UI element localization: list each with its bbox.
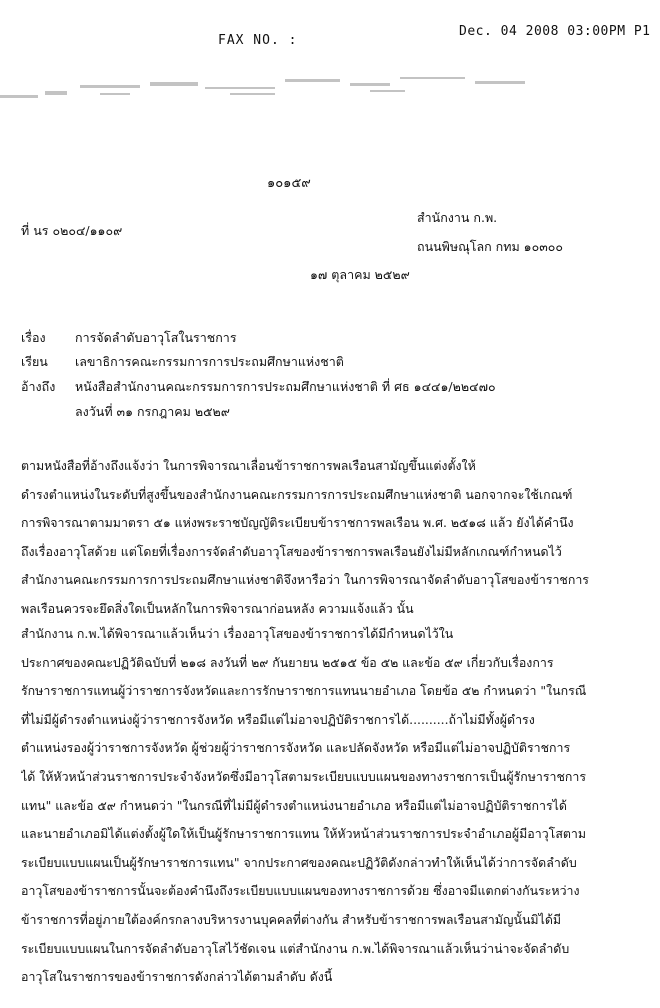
paragraph-line: ตามหนังสือที่อ้างถึงแจ้งว่า ในการพิจารณาเลื่อนข้าราชการพลเรือนสามัญขึ้นแต่งตั้งให้: [21, 458, 476, 473]
reference-label: อ้างถึง: [21, 379, 56, 394]
subject-label: เรื่อง: [21, 330, 46, 345]
fax-no-label: FAX NO. :: [218, 33, 298, 48]
fax-transmission-smear: [0, 73, 560, 109]
paragraph-line: การพิจารณาตามมาตรา ๕๑ แห่งพระราชบัญญัติระเบียบข้าราชการพลเรือน พ.ศ. ๒๕๑๘ แล้ว ยังได้คำนึง: [21, 515, 574, 531]
paragraph-line: พลเรือนควรจะยึดสิ่งใดเป็นหลักในการพิจารณาก่อนหลัง ความแจ้งแล้ว นั้น: [21, 600, 414, 616]
recipient-label: เรียน: [21, 354, 48, 369]
paragraph-line: รักษาราชการแทนผู้ว่าราชการจังหวัดและการรักษาราชการแทนนายอำเภอ โดยข้อ ๕๒ กำหนดว่า "ในกรณี: [21, 683, 587, 699]
recipient-text: เลขาธิการคณะกรรมการการประถมศึกษาแห่งชาติ: [75, 354, 344, 369]
paragraph-line: แทน" และข้อ ๕๙ กำหนดว่า "ในกรณีที่ไม่มีผู้ดำรงตำแหน่งนายอำเภอ หรือมีแต่ไม่อาจปฏิบัติราชการได้: [21, 797, 567, 813]
paragraph-line: และนายอำเภอมิได้แต่งตั้งผู้ใดให้เป็นผู้รักษาราชการแทน ให้หัวหน้าส่วนราชการประจำอำเภอผู้มีอาวุโสตาม: [21, 826, 587, 842]
paragraph-line: อาวุโสของข้าราชการนั้นจะต้องคำนึงถึงระเบียบแบบแผนของทางราชการด้วย ซึ่งอาจมีแตกต่างกันระหว่าง: [21, 883, 580, 899]
paragraph-line: ระเบียบแบบแผนในการจัดลำดับอาวุโสไว้ชัดเจน แต่สำนักงาน ก.พ.ได้พิจารณาแล้วเห็นว่าน่าจะจัดลำดับ: [21, 940, 570, 956]
paragraph-line: ข้าราชการที่อยู่ภายใต้องค์กรกลางบริหารงานบุคคลที่ต่างกัน สำหรับข้าราชการพลเรือนสามัญนั้นมิได้มี: [21, 911, 562, 927]
reference-number: ที่ นร ๐๒๐๔/๑๑๐๙: [21, 223, 123, 238]
paragraph-line: ดำรงตำแหน่งในระดับที่สูงขึ้นของสำนักงานคณะกรรมการการประถมศึกษาแห่งชาติ นอกจากจะใช้เกณฑ์: [21, 486, 573, 502]
sender-address: ถนนพิษณุโลก กทม ๑๐๓๐๐: [417, 239, 564, 254]
reference-text: หนังสือสำนักงานคณะกรรมการการประถมศึกษาแห่งชาติ ที่ ศธ ๑๔๔๑/๒๒๔๗๐: [75, 379, 496, 394]
fax-datetime: Dec. 04 2008 03:00PM P1: [459, 24, 651, 39]
letter-date: ๑๗ ตุลาคม ๒๕๒๙: [310, 267, 410, 282]
paragraph-line: ตำแหน่งรองผู้ว่าราชการจังหวัด ผู้ช่วยผู้ว่าราชการจังหวัด และปลัดจังหวัด หรือมีแต่ไม่อาจปฏิบัติราชการ: [21, 740, 571, 756]
paragraph-line: สำนักงาน ก.พ.ได้พิจารณาแล้วเห็นว่า เรื่องอาวุโสของข้าราชการได้มีกำหนดไว้ใน: [21, 626, 454, 641]
body-paragraph-1: [21, 452, 641, 624]
paragraph-line: ที่ไม่มีผู้ดำรงตำแหน่งผู้ว่าราชการจังหวัด หรือมีแต่ไม่อาจปฏิบัติราชการได้..........ถ้าไม่มีทั้งผู้ดำรง: [21, 711, 535, 727]
reference-date: ลงวันที่ ๓๑ กรกฎาคม ๒๕๒๙: [75, 404, 230, 419]
paragraph-line: ได้ ให้หัวหน้าส่วนราชการประจำจังหวัดซึ่งมีอาวุโสตามระเบียบแบบแผนของทางราชการเป็นผู้รักษาราชการ: [21, 768, 587, 784]
sender-agency: สำนักงาน ก.พ.: [417, 210, 498, 225]
paragraph-line: สำนักงานคณะกรรมการการประถมศึกษาแห่งชาติจึงหารือว่า ในการพิจารณาจัดลำดับอาวุโสของข้าราชการ: [21, 572, 589, 588]
paragraph-line: อาวุโสในราชการของข้าราชการดังกล่าวได้ตามลำดับ ดังนี้: [21, 969, 333, 985]
paragraph-line: ระเบียบแบบแผนเป็นผู้รักษาราชการแทน" จากประกาศของคณะปฏิวัติดังกล่าวทำให้เห็นได้ว่าการจัดลำดับ: [21, 854, 577, 870]
subject-text: การจัดลำดับอาวุโสในราชการ: [75, 330, 237, 345]
body-paragraph-2: [21, 620, 641, 992]
paragraph-line: ประกาศของคณะปฏิวัติฉบับที่ ๒๑๘ ลงวันที่ ๒๙ กันยายน ๒๕๑๕ ข้อ ๕๒ และข้อ ๕๙ เกี่ยวกับเรื่องการ: [21, 654, 554, 670]
document-number: ๑๐๑๕๙: [267, 176, 311, 191]
paragraph-line: ถึงเรื่องอาวุโสด้วย แต่โดยที่เรื่องการจัดลำดับอาวุโสของข้าราชการพลเรือนยังไม่มีหลักเกณฑ์กำหนดไว้: [21, 543, 562, 559]
